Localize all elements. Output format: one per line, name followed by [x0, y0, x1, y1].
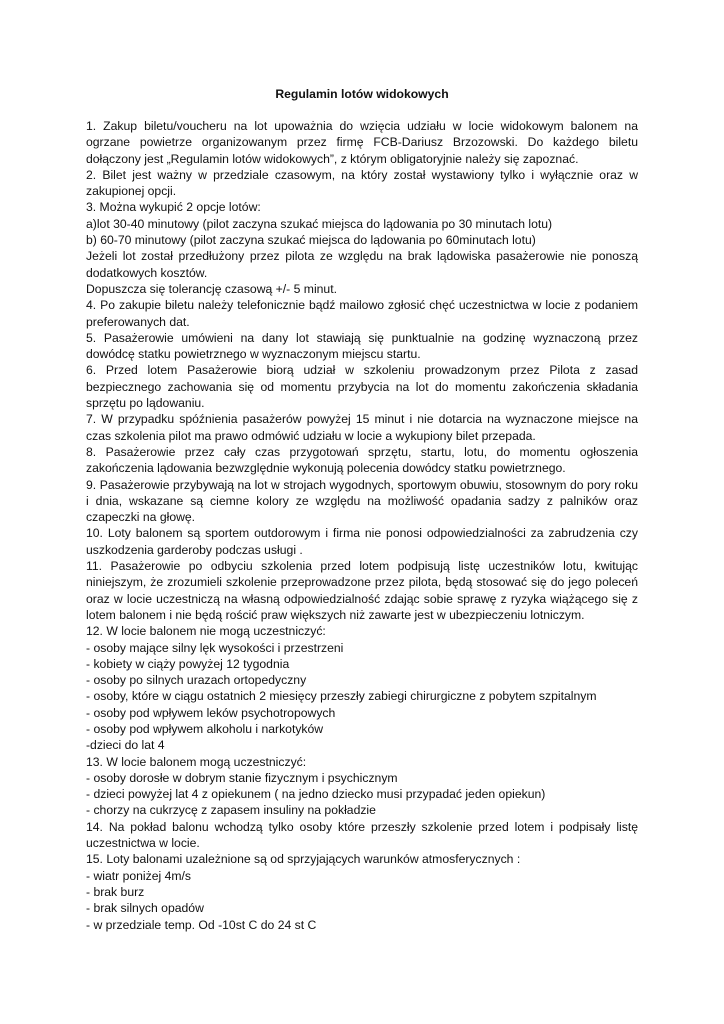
time-tolerance: Dopuszcza się tolerancję czasową +/- 5 minut.	[86, 281, 337, 296]
list-item: - kobiety w ciąży powyżej 12 tygodnia	[86, 656, 290, 671]
list-item: - brak silnych opadów	[86, 901, 204, 916]
list-item: - osoby mające silny lęk wysokości i przestrzeni	[86, 640, 344, 655]
option-b: b) 60-70 minutowy (pilot zaczyna szukać miejsca do lądowania po 60minutach lotu)	[86, 233, 536, 248]
list-item: - osoby po silnych urazach ortopedyczny	[86, 673, 307, 688]
list-item: - chorzy na cukrzycę z zapasem insuliny na pokładzie	[86, 803, 376, 818]
document-title: Regulamin lotów widokowych	[275, 87, 449, 101]
list-item: - osoby, które w ciągu ostatnich 2 miesięcy przeszły zabiegi chirurgiczne z pobytem szpitalnym	[86, 689, 597, 704]
list-item: - w przedziale temp. Od -10st C do 24 st C	[86, 917, 317, 932]
paragraph-4: 4. Po zakupie biletu należy telefonicznie bądź mailowo zgłosić chęć uczestnictwa w locie z podaniem preferowanych dat.	[86, 298, 638, 329]
paragraph-14: 14. Na pokład balonu wchodzą tylko osoby które przeszły szkolenie przed lotem i podpisały listę uczestnictwa w locie.	[86, 819, 638, 851]
list-item: - dzieci powyżej lat 4 z opiekunem ( na jedno dziecko musi przypadać jeden opiekun)	[86, 787, 546, 802]
paragraph-6: 6. Przed lotem Pasażerowie biorą udział w szkoleniu prowadzonym przez Pilota z zasad bezpiecznego zachowania się od momentu przybycia na lot do momentu zakończenia składania sprzętu po lądowaniu.	[86, 363, 638, 411]
paragraph-8: 8. Pasażerowie przez cały czas przygotowań sprzętu, startu, lotu, do momentu ogłoszenia zakończenia lądowania bezwzględnie wykonują polecenia dowódcy statku powietrznego.	[86, 444, 638, 476]
paragraph-13: 13. W locie balonem mogą uczestniczyć:	[86, 754, 307, 769]
list-item: -dzieci do lat 4	[86, 738, 165, 753]
paragraph-12: 12. W locie balonem nie mogą uczestniczyć:	[86, 624, 326, 639]
paragraph-1: 1. Zakup biletu/voucheru na lot upoważnia do wzięcia udziału w locie widokowym balonem na ogrzane powietrze organizowanym przez firmę FCB-Dariusz Brzozowski. Do każdego biletu dołączony jest „Regulamin lotów widokowych”, z którym obligatoryjnie należy się zapoznać.	[86, 119, 638, 166]
paragraph-2: 2. Bilet jest ważny w przedziale czasowym, na który został wystawiony tylko i wyłącznie oraz w zakupionej opcji.	[86, 167, 638, 199]
paragraph-9: 9. Pasażerowie przybywają na lot w strojach wygodnych, sportowym obuwiu, stosownym do pory roku i dnia, wskazane są ciemne kolory ze względu na możliwość opadania sadzy z palników oraz czapeczki na głowę.	[86, 477, 638, 525]
list-item: - osoby dorosłe w dobrym stanie fizycznym i psychicznym	[86, 770, 398, 785]
option-a: a)lot 30-40 minutowy (pilot zaczyna szukać miejsca do lądowania po 30 minutach lotu)	[86, 216, 553, 231]
paragraph-7: 7. W przypadku spóźnienia pasażerów powyżej 15 minut i nie dotarcia na wyznaczone miejsce na czas szkolenia pilot ma prawo odmówić udziału w locie a wykupiony bilet przepada.	[86, 412, 638, 443]
document-body	[86, 118, 638, 933]
paragraph-10: 10. Loty balonem są sportem outdorowym i firma nie ponosi odpowiedzialności za zabrudzenia czy uszkodzenia garderoby podczas usługi .	[86, 526, 638, 557]
list-item: - osoby pod wpływem leków psychotropowych	[86, 705, 336, 720]
paragraph-3: 3. Można wykupić 2 opcje lotów:	[86, 200, 261, 215]
paragraph-15: 15. Loty balonami uzależnione są od sprzyjających warunków atmosferycznych :	[86, 852, 521, 867]
paragraph-11: 11. Pasażerowie po odbyciu szkolenia przed lotem podpisują listę uczestników lotu, kwitując niniejszym, że zrozumieli szkolenie przeprowadzone przez pilota, będą stosować się do jego poleceń oraz w locie uczestniczą na własną odpowiedzialność zdając sobie sprawę z ryzyka wiążącego się z lotem balonem i nie będą rościć praw większych niż zawarte jest w ubezpieczeniu lotniczym.	[86, 559, 638, 622]
paragraph-5: 5. Pasażerowie umówieni na dany lot stawiają się punktualnie na godzinę wyznaczoną przez dowódcę statku powietrznego w wyznaczonym miejscu startu.	[86, 330, 638, 362]
list-item: - osoby pod wpływem alkoholu i narkotyków	[86, 721, 324, 736]
extension-note: Jeżeli lot został przedłużony przez pilota ze względu na brak lądowiska pasażerowie nie ponoszą dodatkowych kosztów.	[86, 249, 638, 280]
list-item: - brak burz	[86, 884, 145, 899]
list-item: - wiatr poniżej 4m/s	[86, 868, 191, 883]
